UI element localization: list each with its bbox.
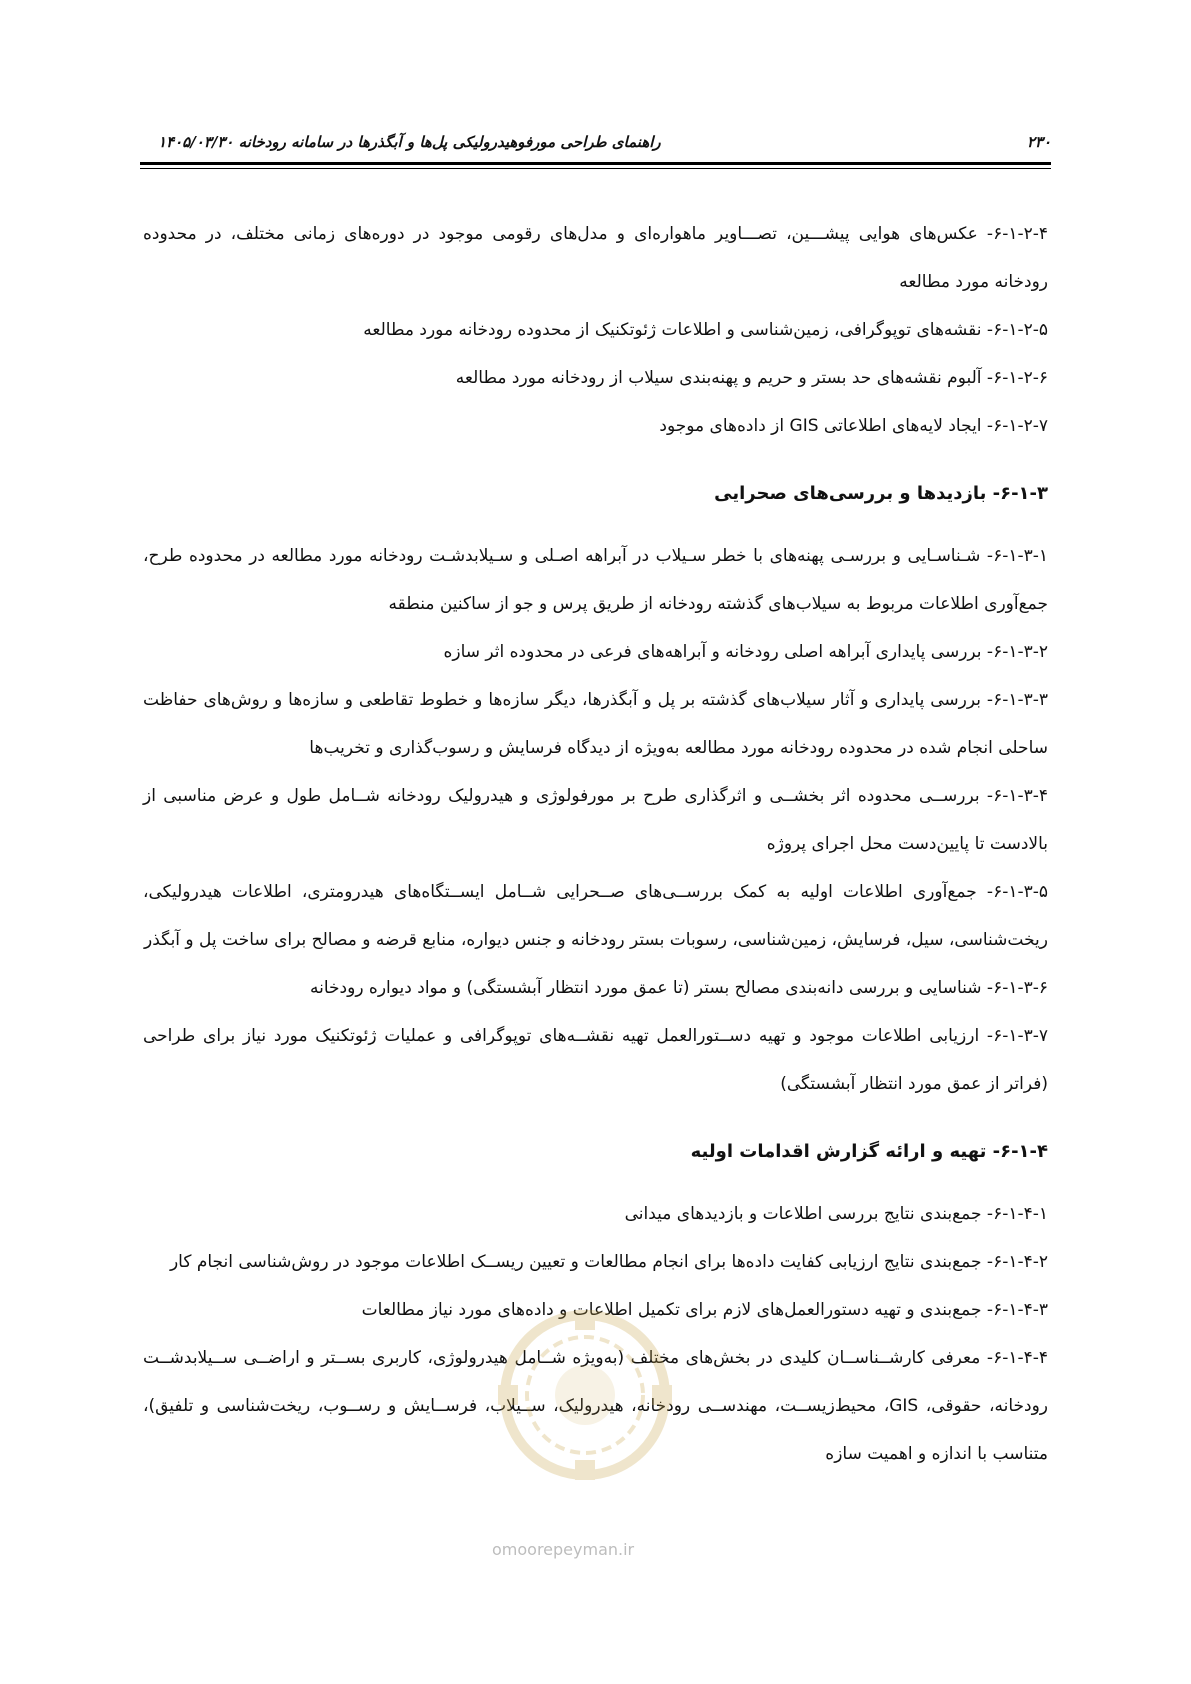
section-heading-6-1-4: ۶-۱-۴- تهیه و ارائه گزارش اقدامات اولیه bbox=[690, 1141, 1048, 1162]
header-date: ۱۴۰۵/۰۳/۳۰ bbox=[158, 133, 234, 151]
paragraph-6-1-2-7: ۶-۱-۲-۷- ایجاد لایه‌های اطلاعاتی GIS از داده‌های موجود bbox=[659, 416, 1048, 436]
header-rule-thick bbox=[140, 162, 1051, 165]
paragraph-6-1-2-5: ۶-۱-۲-۵- نقشه‌های توپوگرافی، زمین‌شناسی و اطلاعات ژئوتکنیک از محدوده رودخانه مورد مطالعه bbox=[363, 320, 1048, 340]
watermark-logo-icon bbox=[470, 1300, 700, 1490]
paragraph-6-1-3-7: ۶-۱-۳-۷- ارزیابی اطلاعات موجود و تهیه دســتورالعمل تهیه نقشــه‌های توپوگرافی و عملیات ژئوتکنیک مورد نیاز برای طراحی (فراتر از عمق مورد انتظار آبشستگی) bbox=[143, 1026, 1048, 1094]
paragraph-6-1-4-2: ۶-۱-۴-۲- جمع‌بندی نتایج ارزیابی کفایت داده‌ها برای انجام مطالعات و تعیین ریســک اطلاعات موجود در روش‌شناسی انجام کار bbox=[169, 1252, 1048, 1272]
paragraph-6-1-4-3: ۶-۱-۴-۳- جمع‌بندی و تهیه دستورالعمل‌های لازم برای تکمیل اطلاعات و داده‌های مورد نیاز مطالعات bbox=[361, 1300, 1048, 1320]
page-header bbox=[140, 125, 1051, 165]
paragraph-6-1-3-5: ۶-۱-۳-۵- جمع‌آوری اطلاعات اولیه به کمک بررســی‌های صــحرایی شــامل ایســتگاه‌های هیدرومتری، اطلاعات هیدرولیکی، ریخت‌شناسی، سیل، فرسایش، زمین‌شناسی، رسوبات بستر رودخانه و جنس دیواره، منابع قرضه و مصالح برای ساخت پل و آبگذر bbox=[143, 882, 1048, 950]
paragraph-6-1-2-6: ۶-۱-۲-۶- آلبوم نقشه‌های حد بستر و حریم و پهنه‌بندی سیلاب از رودخانه مورد مطالعه bbox=[455, 368, 1048, 388]
header-title: راهنمای طراحی مورفوهیدرولیکی پل‌ها و آبگذرها در سامانه رودخانه bbox=[238, 133, 661, 151]
running-title bbox=[140, 133, 661, 151]
paragraph-6-1-3-4: ۶-۱-۳-۴- بررســی محدوده اثر بخشــی و اثرگذاری طرح بر مورفولوژی و هیدرولیک رودخانه شــامل طول و عرض مناسبی از بالادست تا پایین‌دست محل اجرای پروژه bbox=[143, 786, 1048, 854]
paragraph-6-1-2-4: ۶-۱-۲-۴- عکس‌های هوایی پیشـــین، تصـــاویر ماهواره‌ای و مدل‌های رقومی موجود در دوره‌های زمانی مختلف، در محدوده رودخانه مورد مطالعه bbox=[143, 224, 1048, 292]
section-heading-6-1-3: ۶-۱-۳- بازدیدها و بررسی‌های صحرایی bbox=[714, 483, 1048, 504]
paragraph-6-1-3-2: ۶-۱-۳-۲- بررسی پایداری آبراهه اصلی رودخانه و آبراهه‌های فرعی در محدوده اثر سازه bbox=[443, 642, 1048, 662]
page-number: ۲۳۰ bbox=[1026, 133, 1051, 151]
paragraph-6-1-3-6: ۶-۱-۳-۶- شناسایی و بررسی دانه‌بندی مصالح بستر (تا عمق مورد انتظار آبشستگی) و مواد دیواره رودخانه bbox=[310, 978, 1048, 998]
paragraph-6-1-3-1: ۶-۱-۳-۱- شـناسـایی و بررسـی پهنه‌های با خطر سـیلاب در آبراهه اصـلی و سـیلابدشـت رودخانه مورد مطالعه در محدوده طرح، جمع‌آوری اطلاعات مربوط به سیلاب‌های گذشته رودخانه از طریق پرس و جو از ساکنین منطقه bbox=[143, 546, 1048, 614]
body-text bbox=[143, 210, 1048, 1478]
watermark-url: omoorepeyman.ir bbox=[492, 1540, 635, 1559]
header-rule-thin bbox=[140, 168, 1051, 169]
paragraph-6-1-4-1: ۶-۱-۴-۱- جمع‌بندی نتایج بررسی اطلاعات و بازدیدهای میدانی bbox=[624, 1204, 1048, 1224]
paragraph-6-1-3-3: ۶-۱-۳-۳- بررسی پایداری و آثار سیلاب‌های گذشته بر پل و آبگذرها، دیگر سازه‌ها و خطوط تقاطعی و سازه‌ها و روش‌های حفاظت ساحلی انجام شده در محدوده رودخانه مورد مطالعه به‌ویژه از دیدگاه فرسایش و رسوب‌گذاری و تخریب‌ها bbox=[143, 690, 1048, 758]
paragraph-6-1-4-4: ۶-۱-۴-۴- معرفی کارشــناســان کلیدی در بخش‌های مختلف (به‌ویژه شــامل هیدرولوژی، کاربری بســتر و اراضــی ســیلابدشــت رودخانه، حقوقی، GIS، محیط‌زیســت، مهندســی رودخانه، هیدرولیک، ســیلاب، فرســایش و رســوب، ریخت‌شناسی و تلفیق)، متناسب با اندازه و اهمیت سازه bbox=[143, 1348, 1048, 1464]
